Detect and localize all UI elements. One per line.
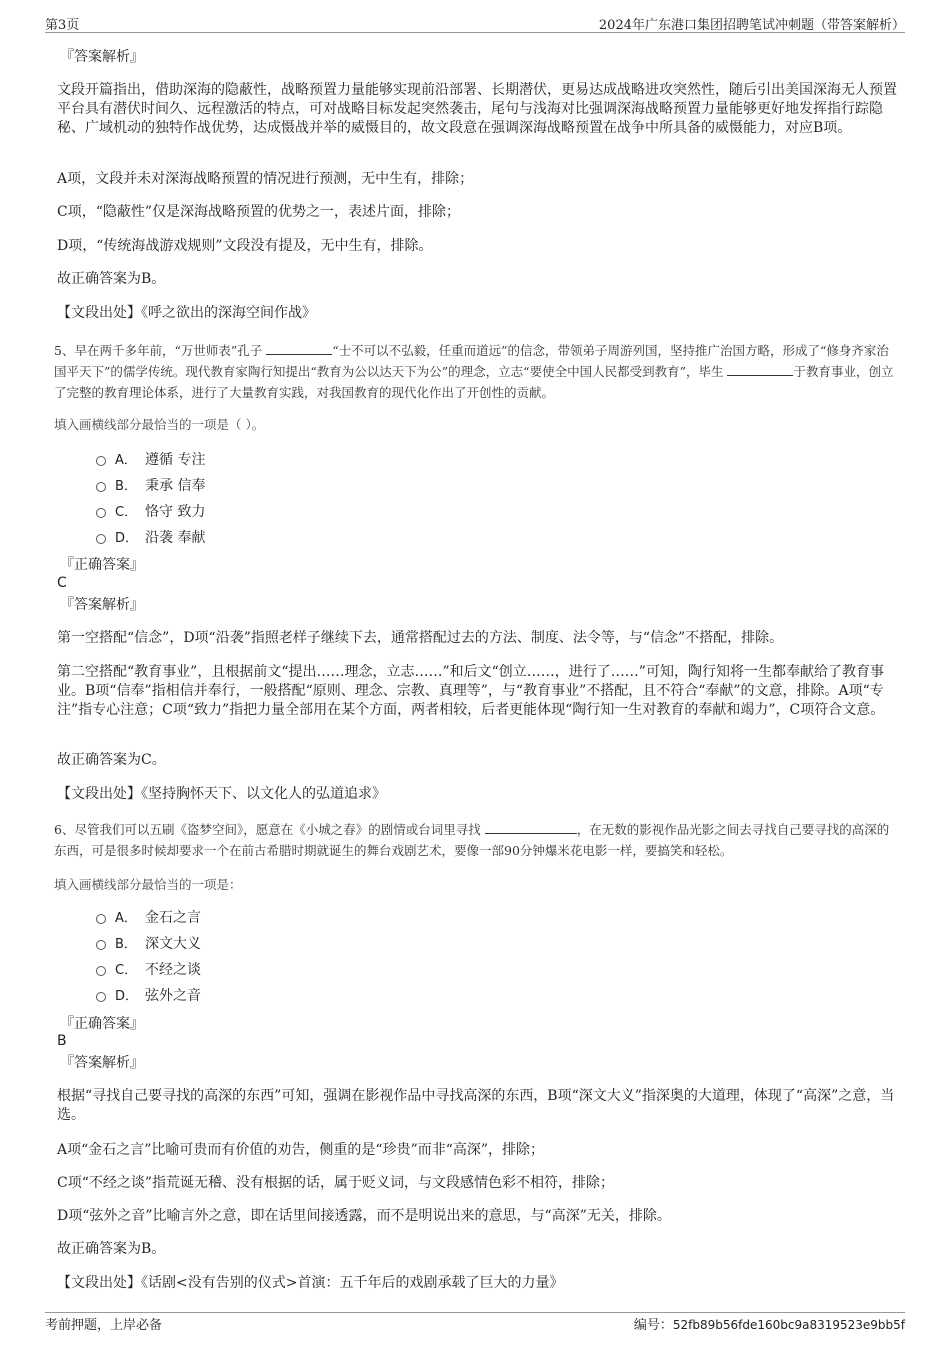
page-footer (45, 1312, 905, 1333)
q5-conclusion: 故正确答案为C。 (57, 752, 166, 768)
q6-analysis-tag: 『答案解析』 (60, 1055, 144, 1071)
q6-text-part-1: 6、尽管我们可以五刷《盗梦空间》，愿意在《小城之春》的剧情或台词里寻找 (54, 822, 485, 837)
q6-prompt: 填入画横线部分最恰当的一项是： (54, 877, 242, 892)
q6-source: 【文段出处】《话剧<没有告别的仪式>首演：五千年后的戏剧承载了巨大的力量》 (57, 1275, 564, 1291)
page-header (45, 14, 905, 33)
document-title: 2024年广东港口集团招聘笔试冲刺题（带答案解析） (598, 18, 905, 33)
q6-option-c[interactable]: C． 不经之谈 (96, 961, 201, 980)
radio-icon[interactable] (96, 508, 106, 518)
radio-icon[interactable] (96, 482, 106, 492)
q4-source: 【文段出处】《呼之欲出的深海空间作战》 (57, 305, 316, 321)
footer-slogan: 考前押题，上岸必备 (45, 1318, 163, 1333)
radio-icon[interactable] (96, 940, 106, 950)
q6-option-c-note: C项“不经之谈”指荒诞无稽、没有根据的话，属于贬义词，与文段感情色彩不相符，排除； (57, 1175, 615, 1191)
q6-conclusion: 故正确答案为B。 (57, 1241, 166, 1257)
q4-option-c-note: C项，“隐蔽性”仅是深海战略预置的优势之一，表述片面，排除； (57, 204, 461, 220)
q5-source: 【文段出处】《坚持胸怀天下、以文化人的弘道追求》 (57, 786, 386, 802)
q5-text-part-1: 5、早在两千多年前，“万世师表”孔子 (54, 343, 267, 358)
q6-analysis-1: 根据“寻找自己要寻找的高深的东西”可知，强调在影视作品中寻找高深的东西，B项“深文大义”指深奥的大道理，体现了“高深”之意，当选。 (57, 1088, 895, 1123)
q5-text-part-3: 于教育事业，创立了完整的教育理论体系，进行了大量教育实践，对我国教育的现代化作出了开创性的贡献。 (54, 364, 894, 400)
q6-option-d-note: D项“弦外之音”比喻言外之意，即在话里间接透露，而不是明说出来的意思，与“高深”无关，排除。 (57, 1208, 671, 1224)
q5-option-d[interactable]: D． 沿袭 奉献 (96, 529, 205, 548)
q5-prompt: 填入画横线部分最恰当的一项是（ ）。 (54, 417, 265, 432)
q5-text-part-2: “士不可以不弘毅，任重而道远”的信念，带领弟子周游列国，坚持推广治国方略，形成了“修身齐家治国平天下”的儒学传统。现代教育家陶行知提出“教育为公以达天下为公”的理念，立志“要使全中国人民都受到教育”，毕生 (54, 343, 889, 379)
q5-analysis-tag: 『答案解析』 (60, 597, 144, 613)
radio-icon[interactable] (96, 914, 106, 924)
q4-option-a-note: A项，文段并未对深海战略预置的情况进行预测，无中生有，排除； (57, 171, 474, 187)
radio-icon[interactable] (96, 966, 106, 976)
radio-icon[interactable] (96, 534, 106, 544)
radio-icon[interactable] (96, 992, 106, 1002)
footer-code: 编号：52fb89b56fde160bc9a8319523e9bb5f (633, 1318, 905, 1333)
q6-option-a[interactable]: A． 金石之言 (96, 909, 201, 928)
q5-blank-2 (727, 363, 793, 376)
page-number: 第3页 (45, 18, 80, 33)
q5-option-a[interactable]: A． 遵循 专注 (96, 451, 205, 470)
q5-answer: C (57, 575, 67, 591)
q6-question-text (54, 819, 896, 861)
q5-blank-1 (266, 342, 332, 355)
q6-option-d[interactable]: D． 弦外之音 (96, 987, 201, 1006)
q6-option-a-note: A项“金石之言”比喻可贵而有价值的劝告，侧重的是“珍贵”而非“高深”，排除； (57, 1142, 545, 1158)
q4-analysis-paragraph: 文段开篇指出，借助深海的隐蔽性，战略预置力量能够实现前沿部署、长期潜伏，更易达成战略进攻突然性，随后引出美国深海无人预置平台具有潜伏时间久、远程激活的特点，可对战略目标发起突然袭击，尾句与浅海对比强调深海战略预置力量能够更好地发挥指行踪隐秘、广域机动的独特作战优势，达成慑战并举的威慑目的，故文段意在强调深海战略预置在战争中所具备的威慑能力，对应B项。 (57, 82, 897, 136)
q6-text-part-2: ，在无数的影视作品光影之间去寻找自己要寻找的高深的东西，可是很多时候却要求一个在前古希腊时期就诞生的舞台戏剧艺术，要像一部90分钟爆米花电影一样，要搞笑和轻松。 (54, 822, 890, 858)
q5-option-c[interactable]: C． 恪守 致力 (96, 503, 205, 522)
q4-option-d-note: D项，“传统海战游戏规则”文段没有提及，无中生有，排除。 (57, 238, 433, 254)
q5-option-b[interactable]: B． 秉承 信奉 (96, 477, 205, 496)
q5-answer-tag: 『正确答案』 (60, 557, 144, 573)
q5-analysis-1: 第一空搭配“信念”，D项“沿袭”指照老样子继续下去，通常搭配过去的方法、制度、法令等，与“信念”不搭配，排除。 (57, 630, 784, 646)
q4-analysis-tag: 『答案解析』 (60, 49, 144, 65)
q4-conclusion: 故正确答案为B。 (57, 271, 166, 287)
q5-question-text (54, 340, 896, 403)
q5-analysis-2: 第二空搭配“教育事业”，且根据前文“提出……理念，立志……”和后文“创立……，进行了……”可知，陶行知将一生都奉献给了教育事业。B项“信奉”指相信并奉行，一般搭配“原则、理念、宗教、真理等”，与“教育事业”不搭配，且不符合“奉献”的文意，排除。A项“专注”指专心注意；C项“致力”指把力量全部用在某个方面，两者相较，后者更能体现“陶行知一生对教育的奉献和竭力”，C项符合文意。 (57, 664, 885, 718)
q6-answer-tag: 『正确答案』 (60, 1016, 144, 1032)
q6-blank (485, 821, 577, 834)
q6-option-b[interactable]: B． 深文大义 (96, 935, 201, 954)
radio-icon[interactable] (96, 456, 106, 466)
q6-answer: B (57, 1033, 67, 1049)
